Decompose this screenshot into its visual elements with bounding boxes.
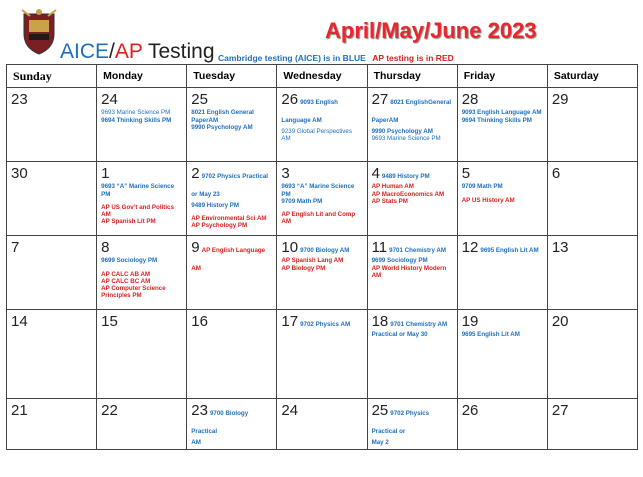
day-cell (277, 88, 367, 162)
day-cell (547, 88, 637, 162)
exam-entry: 9489 History PM (381, 173, 430, 180)
weekday-header-row (7, 65, 638, 88)
day-number: 13 (551, 239, 569, 256)
day-cell (7, 88, 97, 162)
exam-entry: 9489 History PM (191, 201, 240, 209)
exam-entry: 9701 Chemistry AM (390, 321, 448, 328)
exam-entry: AP Psychology PM (191, 222, 248, 230)
day-number: 28 (461, 91, 479, 108)
day-number: 29 (551, 91, 569, 108)
day-number: 11 (371, 239, 388, 256)
color-legend (218, 53, 454, 63)
day-cell (367, 88, 457, 162)
day-number: 22 (101, 402, 118, 419)
day-number: 14 (11, 313, 28, 330)
day-cell (97, 88, 187, 162)
week-row (7, 310, 638, 399)
exam-entry: AP Stats PM (371, 197, 408, 205)
day-number: 24 (101, 91, 118, 108)
day-cell (187, 88, 277, 162)
day-number: 20 (551, 313, 569, 330)
weekday-header-saturday: Saturday (547, 65, 637, 88)
day-number: 1 (101, 165, 110, 182)
day-cell (457, 399, 547, 450)
exam-entry: 9990 Psychology AM (191, 123, 253, 131)
day-number: 10 (281, 239, 299, 256)
slash-label: / (109, 40, 115, 63)
exam-entry: AP MacroEconomics AM (371, 190, 445, 198)
day-number: 23 (11, 91, 28, 108)
school-crest-icon (20, 8, 58, 56)
exam-entry: 9694 Thinking Skills PM (461, 116, 532, 124)
day-cell (547, 310, 637, 399)
day-number: 26 (281, 91, 299, 108)
day-number: 9 (191, 239, 200, 256)
day-number: 2 (191, 165, 200, 182)
week-row (7, 399, 638, 450)
exam-entry: 9702 Physics Practical or May 23 (191, 173, 269, 199)
weekday-header-friday: Friday (457, 65, 547, 88)
exam-entry: 9700 Biology AM (300, 247, 350, 254)
exam-entry: AP World History Modern AM (371, 264, 447, 279)
exam-entry: 9239 Global Perspectives AM (281, 127, 352, 142)
day-cell (457, 88, 547, 162)
calendar-body (7, 88, 638, 450)
day-cell (187, 236, 277, 310)
day-cell (7, 162, 97, 236)
exam-entry: AM (191, 438, 201, 446)
exam-entry: 9093 English Language AM (281, 99, 338, 125)
page-title: April/May/June 2023 (325, 18, 537, 43)
legend-red: AP testing is in RED (372, 53, 454, 63)
day-number: 18 (371, 313, 389, 330)
day-number: 30 (11, 165, 28, 182)
week-row (7, 236, 638, 310)
exam-entry: 9702 Physics AM (300, 321, 351, 328)
exam-entry: 8021 EnglishGeneral PaperAM (371, 99, 452, 125)
day-cell (277, 162, 367, 236)
exam-entry: 9693 Marine Science PM (371, 134, 441, 142)
day-cell (367, 399, 457, 450)
exam-entry: AP US Gov’t and Politics AM (101, 203, 174, 218)
day-number: 16 (191, 313, 208, 330)
day-number: 25 (371, 402, 389, 419)
weekday-header-sunday: Sunday (7, 65, 97, 88)
exam-entry: 9693 “A” Marine Science PM (101, 183, 175, 198)
day-number: 8 (101, 239, 110, 256)
day-cell (97, 399, 187, 450)
day-cell (457, 236, 547, 310)
day-cell (547, 236, 637, 310)
exam-entry: 9695 English Lit AM (461, 331, 520, 339)
exam-entry: Practical or May 30 (371, 331, 428, 339)
day-cell (7, 310, 97, 399)
day-cell (547, 162, 637, 236)
exam-entry: 9093 English Language AM (461, 109, 542, 117)
day-number: 3 (281, 165, 290, 182)
exam-entry: AP Environmental Sci AM (191, 214, 267, 222)
day-cell (367, 236, 457, 310)
weekday-header-tuesday: Tuesday (187, 65, 277, 88)
day-cell (457, 310, 547, 399)
week-row (7, 88, 638, 162)
day-cell (187, 399, 277, 450)
ap-label: AP (114, 40, 143, 63)
exam-entry: 9709 Math PM (281, 197, 323, 205)
exam-entry: 9700 Biology Practical (191, 410, 249, 436)
exam-entry: May 2 (371, 438, 389, 446)
day-cell (547, 399, 637, 450)
exam-entry: AP Biology PM (281, 264, 326, 272)
testing-label: Testing (142, 40, 215, 63)
day-cell (277, 399, 367, 450)
day-cell (97, 310, 187, 399)
exam-entry: AP English Lit and Comp AM (281, 210, 356, 225)
day-number: 5 (461, 165, 471, 182)
exam-entry: AP Spanish Lang AM (281, 257, 344, 265)
exam-entry: 9990 Psychology AM (371, 127, 433, 135)
day-number: 24 (281, 402, 299, 419)
exam-entry: 9701 Chemistry AM (389, 247, 446, 254)
day-cell (367, 310, 457, 399)
day-cell (187, 310, 277, 399)
day-number: 21 (11, 402, 28, 419)
exam-entry: AP US History AM (461, 196, 515, 204)
exam-entry: 9695 English Lit AM (480, 247, 539, 254)
day-number: 12 (461, 239, 479, 256)
exam-entry: AP Spanish Lit PM (101, 217, 156, 225)
day-number: 25 (191, 91, 208, 108)
day-number: 4 (371, 165, 380, 182)
weekday-header-thursday: Thursday (367, 65, 457, 88)
exam-entry: AP Computer Science Principles PM (101, 284, 166, 299)
exam-entry: AP Human AM (371, 183, 414, 191)
day-number: 6 (551, 165, 561, 182)
day-cell (97, 236, 187, 310)
day-number: 15 (101, 313, 118, 330)
exam-entry: 9702 Physics Practical or (371, 410, 430, 436)
day-number: 27 (551, 402, 569, 419)
day-number: 7 (11, 239, 20, 256)
exam-entry: 8021 English General PaperAM (191, 109, 254, 124)
calendar-table (6, 64, 638, 450)
day-cell (97, 162, 187, 236)
day-cell (277, 310, 367, 399)
aice-ap-heading (60, 40, 215, 64)
day-cell (277, 236, 367, 310)
exam-entry: AP CALC AB AM (101, 270, 151, 278)
weekday-header-monday: Monday (97, 65, 187, 88)
day-cell (367, 162, 457, 236)
day-number: 17 (281, 313, 299, 330)
day-cell (187, 162, 277, 236)
exam-entry: 9693 “A” Marine Science PM (281, 183, 355, 198)
day-cell (7, 236, 97, 310)
weekday-header-wednesday: Wednesday (277, 65, 367, 88)
day-number: 23 (191, 402, 208, 419)
week-row (7, 162, 638, 236)
day-number: 27 (371, 91, 389, 108)
day-number: 26 (461, 402, 479, 419)
exam-entry: AP English Language AM (191, 247, 266, 273)
day-cell (7, 399, 97, 450)
day-number: 19 (461, 313, 479, 330)
exam-entry: 9709 Math PM (461, 183, 503, 191)
exam-entry: 9699 Sociology PM (371, 257, 428, 265)
aice-label: AICE (60, 40, 110, 63)
exam-entry: AP CALC BC AM (101, 277, 151, 285)
exam-entry: 9699 Sociology PM (101, 257, 158, 265)
day-cell (457, 162, 547, 236)
exam-entry: 9693 Marine Science PM (101, 109, 171, 117)
legend-blue: Cambridge testing (AICE) is in BLUE (218, 53, 366, 63)
exam-entry: 9694 Thinking Skills PM (101, 116, 172, 124)
